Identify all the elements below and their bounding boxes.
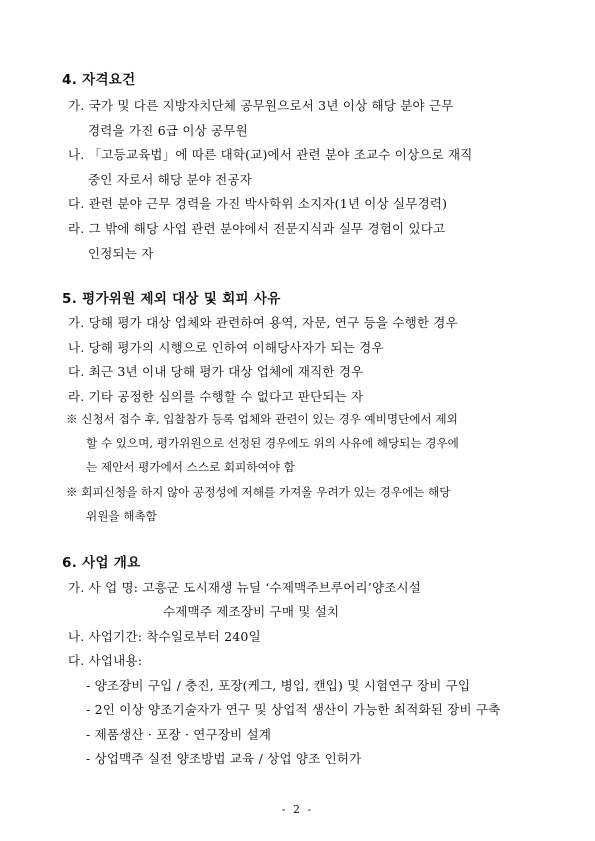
section-5-note-1-cont: 할 수 있으며, 평가위원으로 선정된 경우에도 위의 사유에 해당되는 경우에 xyxy=(86,436,459,450)
section-4-heading: 4. 자격요건 xyxy=(62,72,136,88)
section-5-note-1: ※ 신청서 접수 후, 입찰참가 등록 업체와 관련이 있는 경우 예비명단에서 제외 xyxy=(66,412,458,426)
project-name-line-2: 수제맥주 제조장비 구매 및 설치 xyxy=(163,604,340,619)
section-4-item-ra: 라. 그 밖에 해당 사업 관련 분야에서 전문지식과 실무 경험이 있다고 xyxy=(68,221,446,236)
project-content-item: - 양조장비 구입 / 충진, 포장(케그, 병입, 캔입) 및 시험연구 장비 구입 xyxy=(86,678,471,693)
section-5-note-2-cont: 위원을 해촉함 xyxy=(86,509,157,523)
section-5-note-2: ※ 회피신청을 하지 않아 공정성에 저해를 가져올 우려가 있는 경우에는 해당 xyxy=(66,485,451,499)
section-5-item-na: 나. 당해 평가의 시행으로 인하여 이해당사자가 되는 경우 xyxy=(68,340,384,355)
section-4-item-na-cont: 중인 자로서 해당 분야 전공자 xyxy=(88,172,252,187)
section-5-note-1-cont2: 는 제안서 평가에서 스스로 회피하여야 함 xyxy=(86,460,295,474)
section-4-item-na: 나. 「고등교육법」에 따른 대학(교)에서 관련 분야 조교수 이상으로 재직 xyxy=(68,147,473,162)
section-5-item-ra: 라. 기타 공정한 심의를 수행할 수 없다고 판단되는 자 xyxy=(68,389,364,404)
section-5-heading: 5. 평가위원 제외 대상 및 회피 사유 xyxy=(62,291,281,307)
project-name-line-1: 가. 사 업 명: 고흥군 도시재생 뉴딜 ‘수제맥주브루어리’양조시설 xyxy=(68,580,422,595)
section-4-item-da: 다. 관련 분야 근무 경력을 가진 박사학위 소지자(1년 이상 실무경력) xyxy=(68,196,448,211)
section-5-item-ga: 가. 당해 평가 대상 업체와 관련하여 용역, 자문, 연구 등을 수행한 경우 xyxy=(68,315,458,330)
page-number: - 2 - xyxy=(281,803,314,816)
project-content-label: 다. 사업내용: xyxy=(68,653,143,668)
project-content-item: - 2인 이상 양조기술자가 연구 및 상업적 생산이 가능한 최적화된 장비 구축 xyxy=(86,702,501,717)
project-content-item: - 제품생산 · 포장 · 연구장비 설계 xyxy=(86,727,272,742)
section-4-item-ga: 가. 국가 및 다른 지방자치단체 공무원으로서 3년 이상 해당 분야 근무 xyxy=(68,98,454,113)
project-content-item: - 상업맥주 실전 양조방법 교육 / 상업 양조 인허가 xyxy=(86,751,362,766)
section-6-heading: 6. 사업 개요 xyxy=(62,555,141,571)
section-4-item-ra-cont: 인정되는 자 xyxy=(88,246,154,261)
section-5-item-da: 다. 최근 3년 이내 당해 평가 대상 업체에 재직한 경우 xyxy=(68,364,364,379)
section-4-item-ga-cont: 경력을 가진 6급 이상 공무원 xyxy=(88,123,248,138)
project-period: 나. 사업기간: 착수일로부터 240일 xyxy=(68,629,261,644)
